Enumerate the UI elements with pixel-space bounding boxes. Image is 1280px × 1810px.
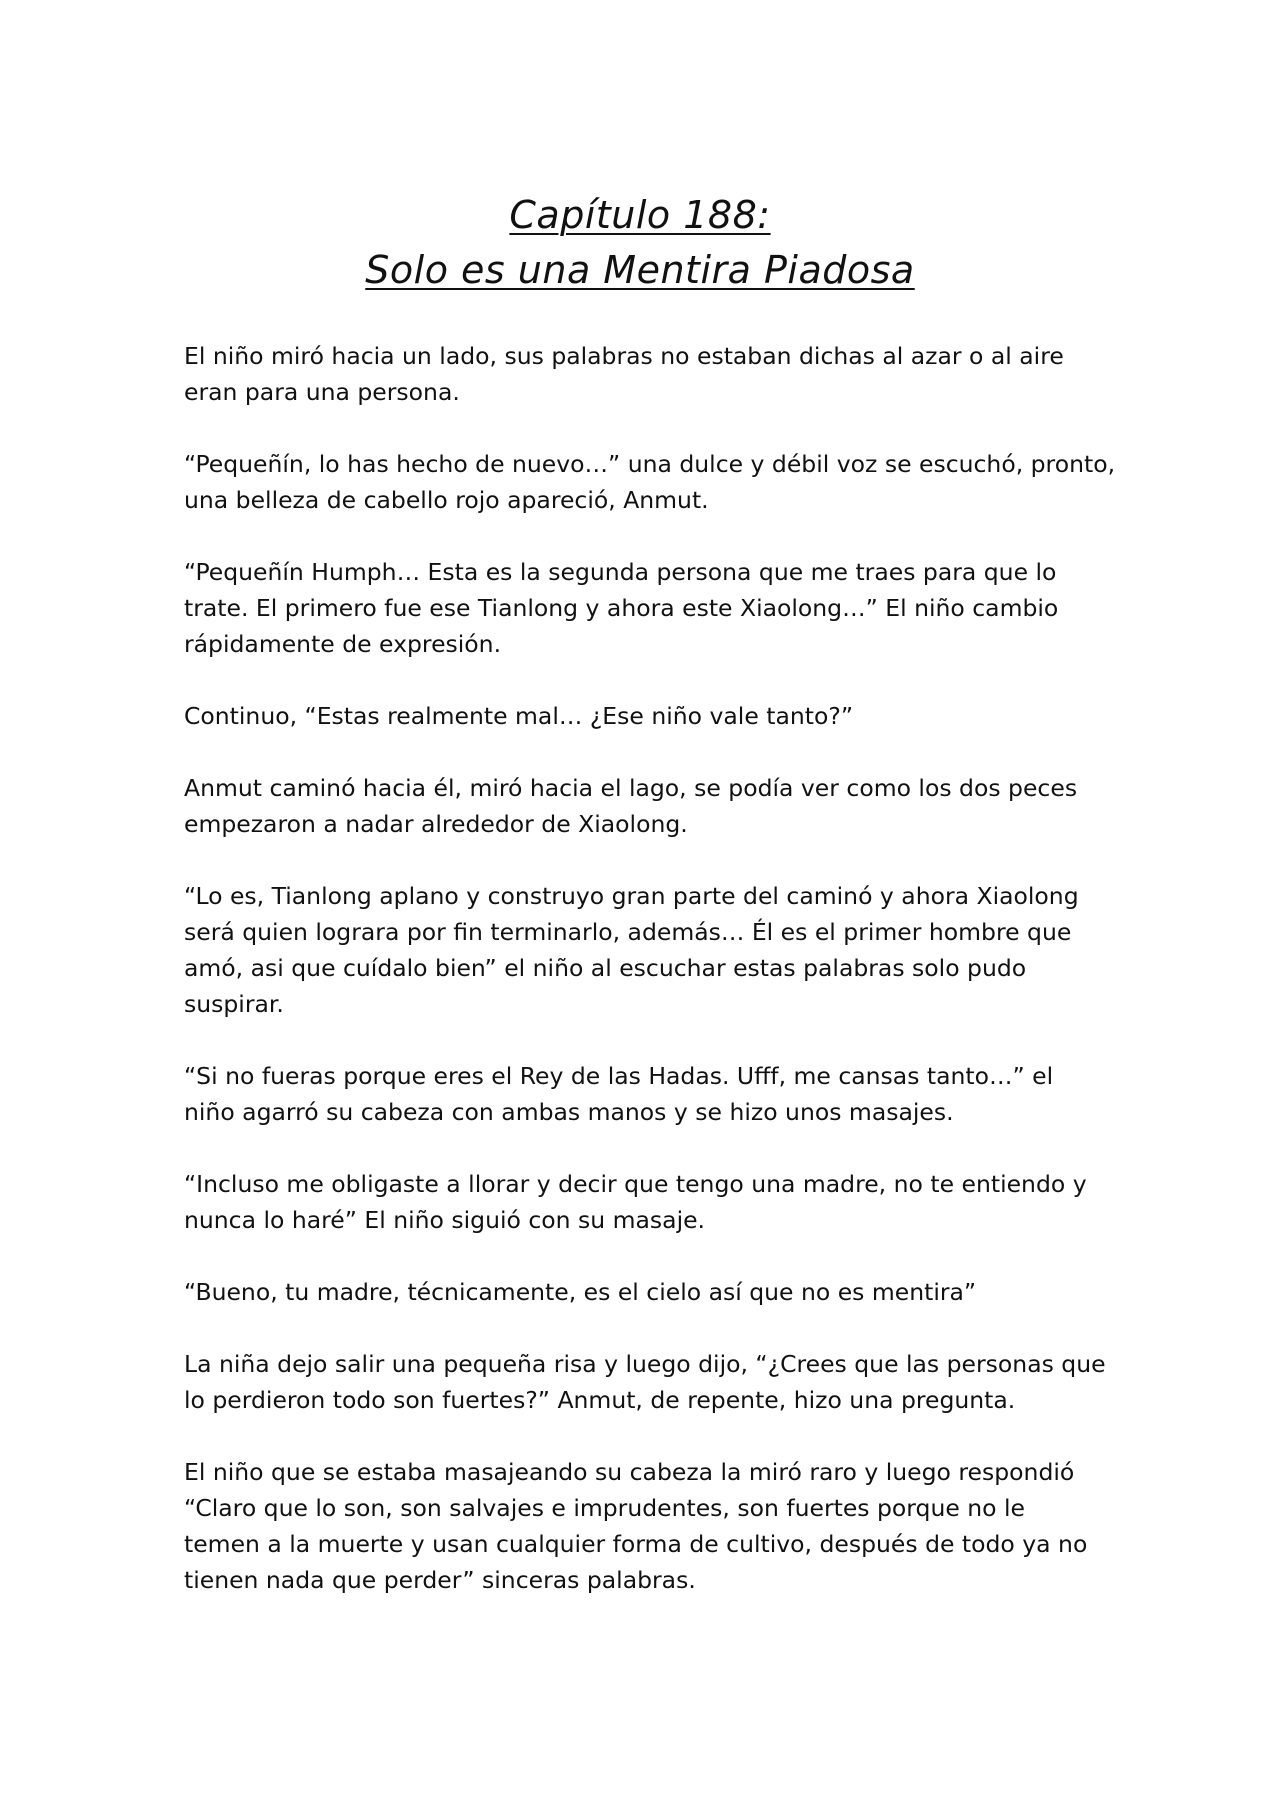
paragraph: El niño miró hacia un lado, sus palabras no estaban dichas al azar o al aire eran para una persona. <box>184 342 1064 406</box>
paragraph: La niña dejo salir una pequeña risa y luego dijo, “¿Crees que las personas que lo perdieron todo son fuertes?” Anmut, de repente, hizo una pregunta. <box>184 1350 1106 1414</box>
chapter-number: Capítulo 188: <box>509 193 771 237</box>
paragraph: “Si no fueras porque eres el Rey de las Hadas. Ufff, me cansas tanto…” el niño agarró su cabeza con ambas manos y se hizo unos masajes. <box>184 1062 1054 1126</box>
paragraph: “Pequeñín, lo has hecho de nuevo…” una dulce y débil voz se escuchó, pronto, una belleza de cabello rojo apareció, Anmut. <box>184 450 1116 514</box>
paragraph: Anmut caminó hacia él, miró hacia el lago, se podía ver como los dos peces empezaron a nadar alrededor de Xiaolong. <box>184 774 1078 838</box>
chapter-title: Solo es una Mentira Piadosa <box>365 248 915 292</box>
paragraph: “Pequeñín Humph… Esta es la segunda persona que me traes para que lo trate. El primero fue ese Tianlong y ahora este Xiaolong…” El niño cambio rápidamente de expresión. <box>184 558 1059 658</box>
paragraph: “Incluso me obligaste a llorar y decir que tengo una madre, no te entiendo y nunca lo haré” El niño siguió con su masaje. <box>184 1170 1087 1234</box>
paragraph: “Bueno, tu madre, técnicamente, es el cielo así que no es mentira” <box>184 1278 977 1306</box>
paragraph: Continuo, “Estas realmente mal… ¿Ese niño vale tanto?” <box>184 702 854 730</box>
paragraph: “Lo es, Tianlong aplano y construyo gran parte del caminó y ahora Xiaolong será quien lograra por fin terminarlo, además… Él es el primer hombre que amó, asi que cuídalo bien” el niño al escuchar estas palabras solo pudo suspirar. <box>184 882 1079 1018</box>
chapter-body <box>184 338 1124 1634</box>
chapter-heading <box>0 188 1280 298</box>
paragraph: El niño que se estaba masajeando su cabeza la miró raro y luego respondió “Claro que lo son, son salvajes e imprudentes, son fuertes porque no le temen a la muerte y usan cualquier forma de cultivo, después de todo ya no tienen nada que perder” sinceras palabras. <box>184 1458 1088 1594</box>
